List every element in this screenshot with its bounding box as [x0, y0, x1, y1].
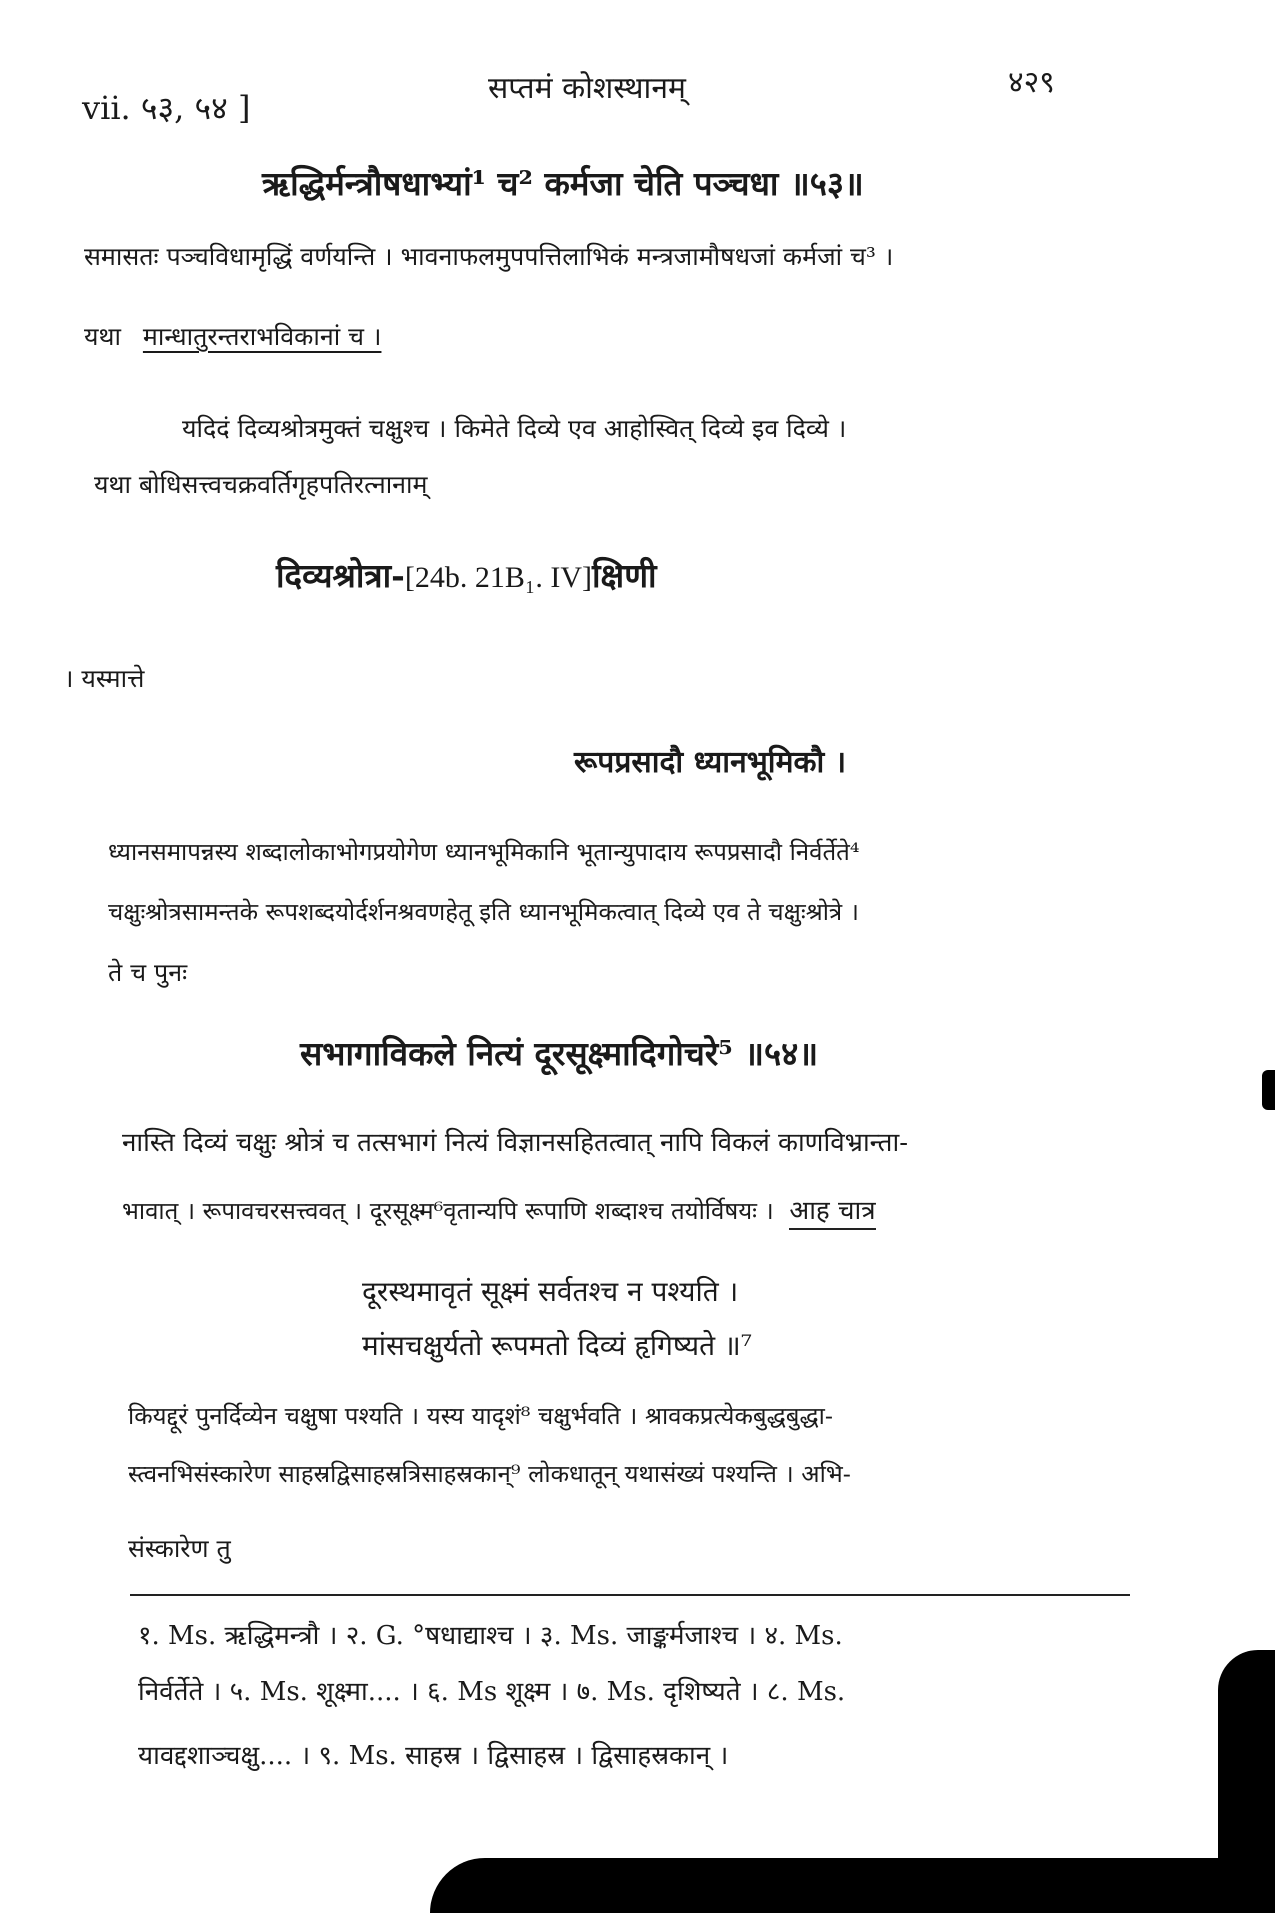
para-2-line-2: यथा बोधिसत्त्वचक्रवर्तिगृहपतिरत्नानाम्: [94, 470, 428, 499]
para-1-line-1: समासतः पञ्चविधामृद्धिं वर्णयन्ति । भावनाफलमुपपत्तिलाभिकं मन्त्रजामौषधजां कर्मजां च³ ।: [84, 242, 894, 271]
scan-edge-mark: [1262, 1070, 1275, 1110]
page-number: ४२९: [1008, 65, 1055, 100]
verse-53: ऋद्धिर्मन्त्रौषधाभ्यां¹ च² कर्मजा चेति पञ्चधा ॥५३॥: [262, 164, 864, 203]
para-4-line-2: [122, 1196, 876, 1227]
para-5-line-2: स्त्वनभिसंस्कारेण साहस्रद्विसाहस्रत्रिसाहस्रकान्⁹ लोकधातून् यथासंख्यं पश्यन्ति । अभि-: [128, 1460, 851, 1488]
verse-53-fragment: रूपप्रसादौ ध्यानभूमिकौ ।: [574, 745, 847, 780]
reference-before: दिव्यश्रोत्रा-: [276, 556, 405, 595]
side-note: । यस्मात्ते: [64, 664, 145, 693]
scan-shadow-bottom: [430, 1858, 1275, 1913]
reference-after: क्षिणी: [591, 556, 657, 595]
shloka-line-2: मांसचक्षुर्यतो रूपमतो दिव्यं हृगिष्यते ॥⁷: [362, 1329, 752, 1362]
para-4-underlined-text: आह चात्र: [789, 1196, 875, 1230]
para-1-line-2: [84, 322, 381, 352]
footnotes-line-1: १. Ms. ऋद्धिमन्त्रौ । २. G. °षधाद्याश्च । ३. Ms. जाङ्कर्मजाश्च । ४. Ms.: [138, 1621, 843, 1651]
para-5-line-3: संस्कारेण तु: [128, 1534, 231, 1563]
para-3-line-2: चक्षुःश्रोत्रसामन्तके रूपशब्दयोर्दर्शनश्रवणहेतू इति ध्यानभूमिकत्वात् दिव्ये एव ते चक्षुःश्रोत्रे ।: [108, 898, 859, 926]
para-5-line-1: कियद्दूरं पुनर्दिव्येन चक्षुषा पश्यति । यस्य यादृशं⁸ चक्षुर्भवति । श्रावकप्रत्येकबुद्धबुद्धा-: [128, 1402, 833, 1430]
para-3-line-3: ते च पुनः: [108, 958, 188, 987]
shloka-line-1: दूरस्थमावृतं सूक्ष्मं सर्वतश्च न पश्यति ।: [362, 1275, 739, 1308]
para-3-line-1: ध्यानसमापन्नस्य शब्दालोकाभोगप्रयोगेण ध्यानभूमिकानि भूतान्युपादाय रूपप्रसादौ निर्वर्तेते⁴: [108, 838, 860, 866]
footnotes-line-3: यावद्दशाञ्चक्षु.... । ९. Ms. साहस्र । द्विसाहस्र । द्विसाहस्रकान् ।: [138, 1741, 729, 1771]
footnotes-line-2: निर्वर्तेते । ५. Ms. शूक्ष्मा.... । ६. Ms शूक्ष्म । ७. Ms. दृशिष्यते । ८. Ms.: [138, 1677, 846, 1707]
para-1-underlined-text: मान्धातुरन्तराभविकानां च ।: [142, 322, 382, 351]
para-4-line-2-text: भावात् । रूपावचरसत्त्ववत् । दूरसूक्ष्म⁶वृतान्यपि रूपाणि शब्दाश्च तयोर्विषयः ।: [122, 1197, 774, 1225]
footnote-separator: [130, 1594, 1130, 1596]
reference-line: [276, 552, 657, 597]
verse-54: सभागाविकले नित्यं दूरसूक्ष्मादिगोचरे⁵ ॥५४॥: [300, 1034, 819, 1073]
header-title: सप्तमं कोशस्थानम्: [488, 71, 686, 106]
para-2-line-1: यदिदं दिव्यश्रोत्रमुक्तं चक्षुश्च । किमेते दिव्ये एव आहोस्वित् दिव्ये इव दिव्ये ।: [182, 414, 847, 443]
folio-reference: [24b. 21B₁. IV]: [404, 561, 592, 594]
para-1-line-2-prefix: यथा: [84, 322, 121, 351]
header-chapter-ref: vii. ५३, ५४ ]: [82, 89, 251, 127]
para-4-line-1: नास्ति दिव्यं चक्षुः श्रोत्रं च तत्सभागं नित्यं विज्ञानसहितत्वात् नापि विकलं काणविभ्रान्ता-: [122, 1128, 909, 1158]
